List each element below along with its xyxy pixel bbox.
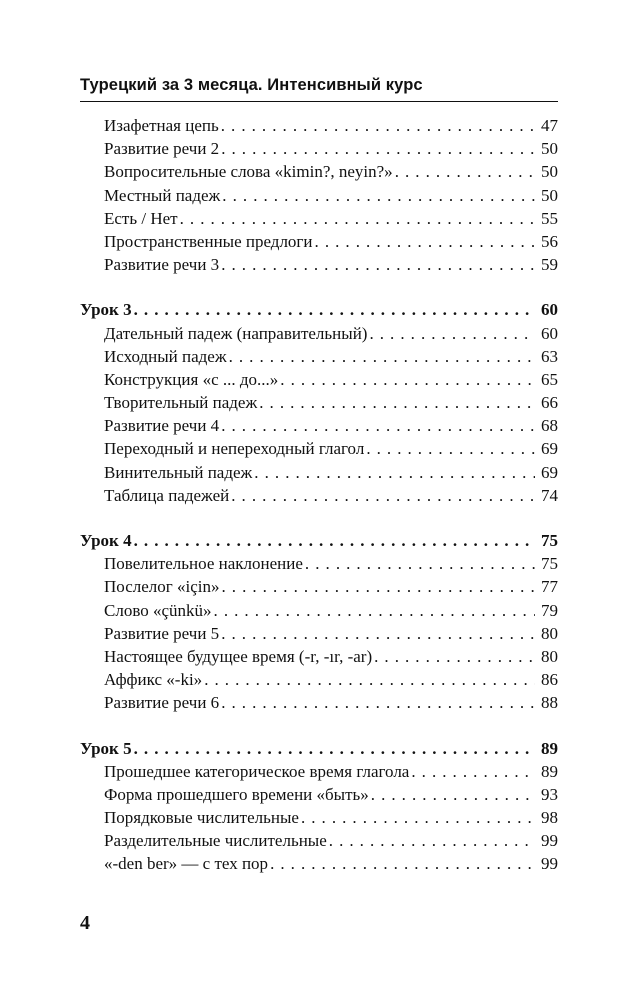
entry-title: Прошедшее категорическое время глагола — [104, 761, 410, 781]
toc-entry[interactable] — [80, 852, 558, 875]
toc-lesson-heading[interactable] — [80, 529, 558, 552]
entry-page-number: 50 — [541, 139, 558, 159]
entry-page-number: 89 — [541, 738, 558, 758]
dot-leader — [315, 230, 535, 253]
entry-title: Таблица падежей — [104, 485, 230, 505]
toc-entry[interactable] — [80, 184, 558, 207]
dot-leader — [214, 599, 535, 622]
running-header: Турецкий за 3 месяца. Интенсивный курс — [80, 76, 423, 94]
entry-page-number: 93 — [541, 784, 558, 804]
entry-title: Настоящее будущее время (-r, -ır, -ar) — [104, 646, 373, 666]
dot-leader — [229, 345, 535, 368]
entry-page-number: 77 — [541, 577, 558, 597]
entry-title: Слово «çünkü» — [104, 600, 212, 620]
entry-page-number: 69 — [541, 439, 558, 459]
page-number: 4 — [80, 912, 90, 934]
dot-leader — [270, 852, 535, 875]
entry-title: Аффикс «-ki» — [104, 670, 203, 690]
entry-title: Послелог «için» — [104, 577, 220, 597]
toc-entry[interactable] — [80, 322, 558, 345]
dot-leader — [369, 322, 535, 345]
entry-title: Конструкция «с ... до...» — [104, 369, 279, 389]
toc-entry[interactable] — [80, 345, 558, 368]
dot-leader — [280, 368, 535, 391]
entry-title: «-den ber» — с тех пор — [104, 854, 269, 874]
dot-leader — [134, 298, 535, 321]
entry-title: Переходный и непереходный глагол — [104, 439, 365, 459]
entry-page-number: 68 — [541, 416, 558, 436]
entry-title: Развитие речи 2 — [104, 139, 220, 159]
entry-title: Пространственные предлоги — [104, 231, 313, 251]
entry-page-number: 74 — [541, 485, 558, 505]
dot-leader — [222, 184, 535, 207]
toc-entry[interactable] — [80, 552, 558, 575]
entry-page-number: 50 — [541, 162, 558, 182]
entry-title: Порядковые числительные — [104, 808, 299, 828]
entry-page-number: 69 — [541, 462, 558, 482]
dot-leader — [254, 461, 535, 484]
dot-leader — [180, 207, 535, 230]
entry-title: Развитие речи 3 — [104, 255, 220, 275]
entry-title: Повелительное наклонение — [104, 554, 303, 574]
dot-leader — [371, 783, 535, 806]
entry-page-number: 75 — [541, 554, 558, 574]
toc-entry[interactable] — [80, 114, 558, 137]
dot-leader — [395, 160, 535, 183]
entry-page-number: 99 — [541, 831, 558, 851]
lesson-title: Урок 4 — [80, 531, 132, 550]
toc-section — [80, 529, 558, 715]
toc-entry[interactable] — [80, 230, 558, 253]
entry-page-number: 86 — [541, 670, 558, 690]
entry-page-number: 66 — [541, 393, 558, 413]
toc-entry[interactable] — [80, 207, 558, 230]
toc-entry[interactable] — [80, 160, 558, 183]
entry-page-number: 50 — [541, 185, 558, 205]
toc-section — [80, 298, 558, 507]
dot-leader — [231, 484, 535, 507]
entry-page-number: 63 — [541, 346, 558, 366]
entry-page-number: 59 — [541, 255, 558, 275]
table-of-contents — [80, 114, 558, 876]
entry-title: Вопросительные слова «kimin?, neyin?» — [104, 162, 393, 182]
entry-page-number: 88 — [541, 693, 558, 713]
entry-title: Винительный падеж — [104, 462, 253, 482]
entry-title: Форма прошедшего времени «быть» — [104, 784, 369, 804]
toc-entry[interactable] — [80, 368, 558, 391]
toc-lesson-heading[interactable] — [80, 298, 558, 321]
entry-page-number: 79 — [541, 600, 558, 620]
dot-leader — [221, 253, 535, 276]
entry-title: Дательный падеж (направительный) — [104, 323, 368, 343]
toc-entry[interactable] — [80, 829, 558, 852]
toc-entry[interactable] — [80, 484, 558, 507]
dot-leader — [301, 806, 535, 829]
entry-page-number: 80 — [541, 623, 558, 643]
entry-page-number: 89 — [541, 761, 558, 781]
dot-leader — [134, 529, 535, 552]
entry-page-number: 98 — [541, 808, 558, 828]
entry-title: Изафетная цепь — [104, 116, 219, 135]
entry-title: Развитие речи 6 — [104, 693, 220, 713]
toc-entry[interactable] — [80, 691, 558, 714]
entry-title: Есть / Нет — [104, 208, 178, 228]
toc-section — [80, 114, 558, 276]
entry-page-number: 56 — [541, 231, 558, 251]
entry-title: Местный падеж — [104, 185, 221, 205]
dot-leader — [221, 414, 535, 437]
entry-title: Творительный падеж — [104, 393, 258, 413]
dot-leader — [221, 114, 535, 137]
dot-leader — [134, 737, 535, 760]
toc-entry[interactable] — [80, 391, 558, 414]
toc-entry[interactable] — [80, 668, 558, 691]
entry-title: Исходный падеж — [104, 346, 227, 366]
toc-entry[interactable] — [80, 575, 558, 598]
dot-leader — [221, 622, 535, 645]
entry-page-number: 75 — [541, 531, 558, 550]
dot-leader — [221, 691, 535, 714]
entry-title: Развитие речи 4 — [104, 416, 220, 436]
toc-entry[interactable] — [80, 760, 558, 783]
entry-page-number: 55 — [541, 208, 558, 228]
lesson-title: Урок 3 — [80, 300, 132, 320]
toc-section — [80, 737, 558, 876]
toc-entry[interactable] — [80, 783, 558, 806]
entry-title: Развитие речи 5 — [104, 623, 220, 643]
entry-page-number: 60 — [541, 300, 558, 320]
toc-entry[interactable] — [80, 461, 558, 484]
entry-page-number: 99 — [541, 854, 558, 874]
toc-lesson-heading[interactable] — [80, 737, 558, 760]
toc-entry[interactable] — [80, 137, 558, 160]
entry-page-number: 65 — [541, 369, 558, 389]
toc-entry[interactable] — [80, 622, 558, 645]
entry-page-number: 47 — [541, 116, 558, 135]
entry-page-number: 80 — [541, 646, 558, 666]
dot-leader — [366, 437, 535, 460]
toc-entry[interactable] — [80, 437, 558, 460]
entry-title: Разделительные числительные — [104, 831, 327, 851]
dot-leader — [221, 137, 535, 160]
entry-page-number: 60 — [541, 323, 558, 343]
toc-entry[interactable] — [80, 253, 558, 276]
dot-leader — [411, 760, 535, 783]
toc-entry[interactable] — [80, 806, 558, 829]
dot-leader — [329, 829, 535, 852]
dot-leader — [204, 668, 535, 691]
dot-leader — [221, 575, 535, 598]
header-divider — [80, 101, 558, 102]
dot-leader — [374, 645, 535, 668]
lesson-title: Урок 5 — [80, 738, 132, 758]
dot-leader — [259, 391, 535, 414]
toc-entry[interactable] — [80, 599, 558, 622]
dot-leader — [305, 552, 535, 575]
toc-entry[interactable] — [80, 414, 558, 437]
toc-entry[interactable] — [80, 645, 558, 668]
